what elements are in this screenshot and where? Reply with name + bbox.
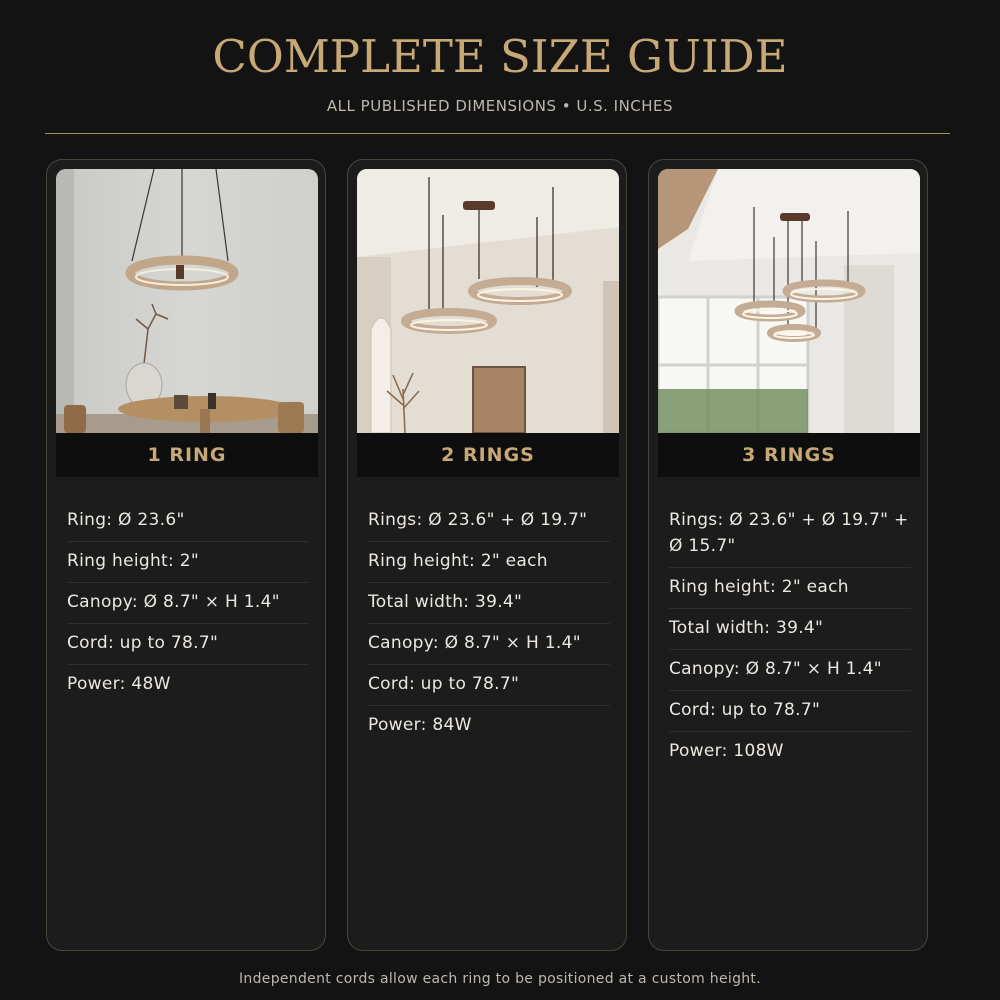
page-title: COMPLETE SIZE GUIDE: [212, 30, 788, 83]
card-label: 2 RINGS: [357, 433, 619, 477]
page-subtitle: ALL PUBLISHED DIMENSIONS • U.S. INCHES: [326, 97, 674, 115]
spec-list: [67, 501, 309, 705]
spec-cord: Cord: up to 78.7": [669, 691, 911, 732]
spec-power: Power: 48W: [67, 674, 171, 694]
card-label: 1 RING: [56, 433, 318, 477]
spec-canopy: Canopy: Ø 8.7" × H 1.4": [368, 624, 610, 665]
spec-canopy: Canopy: Ø 8.7" × H 1.4": [669, 650, 911, 691]
spec-power: Power: 84W: [368, 715, 472, 735]
spec-list: [368, 501, 610, 746]
product-photo-3-rings: [658, 169, 920, 433]
footer-note: Independent cords allow each ring to be positioned at a custom height.: [239, 971, 761, 987]
size-card-2-rings: [347, 159, 627, 951]
spec-ring-diameter: Ring: Ø 23.6": [67, 501, 309, 542]
spec-power: Power: 108W: [669, 741, 784, 761]
product-photo-2-rings: [357, 169, 619, 433]
spec-canopy: Canopy: Ø 8.7" × H 1.4": [67, 583, 309, 624]
size-card-3-rings: [648, 159, 928, 951]
spec-total-width: Total width: 39.4": [669, 609, 911, 650]
spec-ring-height: Ring height: 2": [67, 542, 309, 583]
card-label: 3 RINGS: [658, 433, 920, 477]
spec-ring-height: Ring height: 2" each: [669, 568, 911, 609]
spec-total-width: Total width: 39.4": [368, 583, 610, 624]
header-divider: [45, 133, 950, 134]
spec-ring-height: Ring height: 2" each: [368, 542, 610, 583]
size-card-1-ring: [46, 159, 326, 951]
spec-cord: Cord: up to 78.7": [368, 665, 610, 706]
spec-cord: Cord: up to 78.7": [67, 624, 309, 665]
spec-rings-diameter: Rings: Ø 23.6" + Ø 19.7": [368, 501, 610, 542]
spec-list: [669, 501, 911, 772]
product-photo-1-ring: [56, 169, 318, 433]
spec-rings-diameter: Rings: Ø 23.6" + Ø 19.7" + Ø 15.7": [669, 501, 911, 568]
